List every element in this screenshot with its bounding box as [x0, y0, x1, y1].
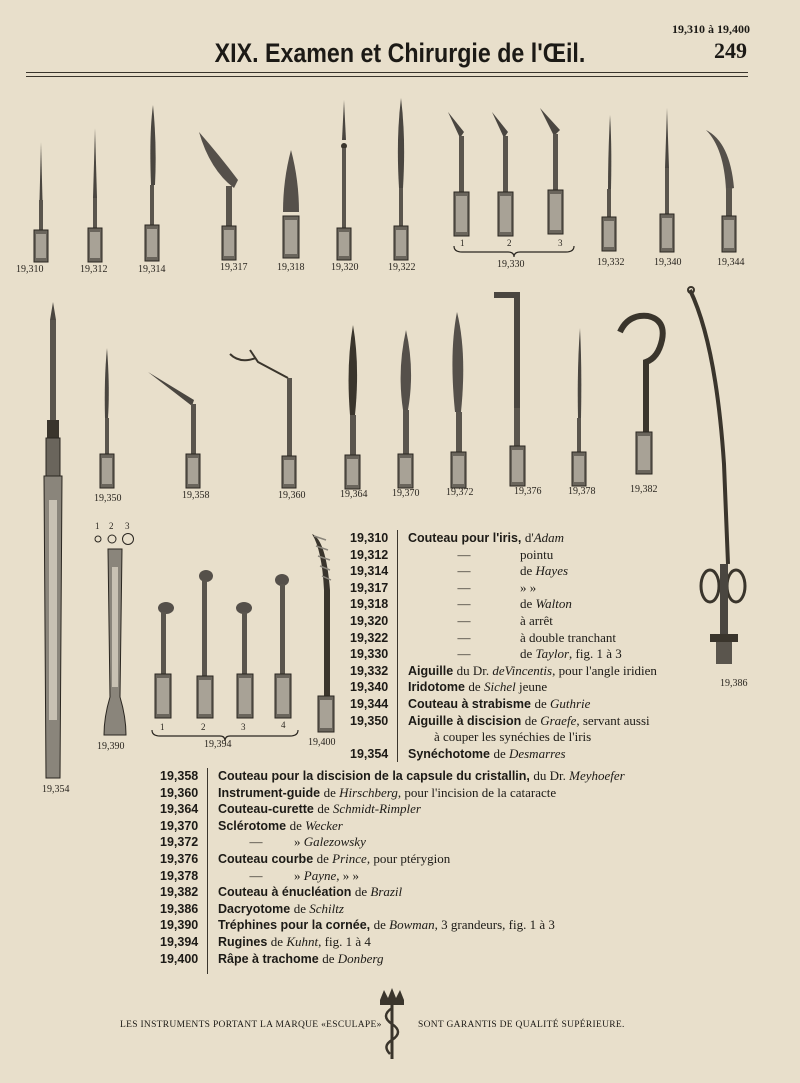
catalog-description — [210, 851, 450, 868]
catalog-text: de — [534, 695, 550, 711]
figure-label-19344: 19,344 — [717, 257, 745, 268]
catalog-table-right — [350, 530, 657, 762]
catalog-text: » — [294, 834, 304, 850]
catalog-description — [400, 613, 553, 630]
instrument-19394-4 — [270, 572, 296, 720]
catalog-text: , pour l'incision de la cataracte — [397, 784, 557, 800]
catalog-description — [210, 785, 556, 802]
header-rule — [26, 76, 748, 77]
instrument-19330-2 — [490, 110, 522, 240]
instrument-19360 — [228, 348, 308, 492]
page-title: XIX. Examen et Chirurgie de l'Œil. — [214, 38, 586, 68]
catalog-text: de — [323, 784, 340, 800]
catalog-text: Walton — [535, 596, 572, 612]
catalog-text: Couteau à énucléation — [218, 885, 355, 900]
catalog-description — [400, 580, 536, 597]
catalog-row — [350, 679, 657, 696]
catalog-row — [350, 547, 657, 564]
instrument-19317 — [196, 130, 246, 265]
header-rule — [26, 72, 748, 73]
catalog-row — [160, 917, 625, 934]
figure-number: 1 — [160, 722, 165, 732]
catalog-text: Râpe à trachome — [218, 951, 323, 966]
catalog-text: Rugines — [218, 934, 271, 949]
catalog-number: 19,390 — [160, 918, 199, 933]
figure-label-19394: 19,394 — [204, 739, 232, 750]
catalog-number: 19,372 — [160, 835, 199, 850]
catalog-text: deVincentis — [492, 662, 553, 678]
catalog-text: Instrument-guide — [218, 785, 324, 800]
catalog-row — [350, 530, 657, 547]
catalog-text: — — [457, 563, 471, 579]
catalog-row — [160, 951, 625, 968]
figure-label-19318: 19,318 — [277, 262, 305, 273]
catalog-text: Donberg — [337, 950, 384, 966]
instrument-19320 — [333, 100, 355, 265]
catalog-number: 19,330 — [350, 647, 389, 662]
catalog-text: de — [289, 817, 306, 833]
figure-number: 3 — [125, 521, 130, 531]
catalog-text: du Dr. — [456, 662, 493, 678]
figure-label-19360: 19,360 — [278, 490, 306, 501]
catalog-row — [160, 884, 625, 901]
catalog-row — [160, 801, 625, 818]
catalog-text: Desmarres — [508, 745, 566, 761]
catalog-number: 19,400 — [160, 951, 199, 966]
catalog-description — [210, 884, 402, 901]
catalog-text: — — [457, 546, 471, 562]
catalog-row — [160, 851, 625, 868]
figure-number: 1 — [95, 521, 100, 531]
footer-right-text: SONT GARANTIS DE QUALITÉ SUPÉRIEURE. — [418, 1020, 625, 1030]
catalog-row — [160, 768, 625, 785]
catalog-text: de — [520, 646, 536, 662]
catalog-text: » » — [520, 579, 537, 595]
instrument-19332 — [598, 115, 620, 255]
figure-label-19400: 19,400 — [308, 737, 336, 748]
instrument-19350 — [96, 348, 118, 492]
catalog-text: Hayes — [535, 563, 569, 579]
catalog-text: Couteau-curette — [218, 802, 318, 817]
catalog-number: 19,317 — [350, 580, 389, 595]
catalog-text: Taylor — [535, 646, 570, 662]
catalog-text: » — [294, 867, 304, 883]
catalog-text: Schiltz — [309, 900, 344, 916]
catalog-text: de — [520, 596, 536, 612]
catalog-number: 19,386 — [160, 901, 199, 916]
figure-label-19382: 19,382 — [630, 484, 658, 495]
catalog-description — [400, 646, 622, 663]
catalog-text: Meyhoefer — [569, 768, 625, 783]
catalog-table-left — [160, 768, 625, 967]
page-range: 19,310 à 19,400 — [672, 22, 750, 36]
catalog-description — [210, 934, 371, 951]
catalog-text: de — [354, 884, 371, 900]
catalog-number — [350, 729, 400, 746]
figure-label-19354: 19,354 — [42, 784, 70, 795]
catalog-description — [210, 768, 625, 785]
catalog-text: de — [373, 917, 390, 933]
catalog-text: Synéchotome — [408, 746, 494, 761]
catalog-row — [160, 818, 625, 835]
catalog-number: 19,360 — [160, 785, 199, 800]
catalog-description — [400, 729, 591, 746]
figure-number: 3 — [558, 238, 563, 248]
figure-label-19364: 19,364 — [340, 489, 368, 500]
catalog-text: , » » — [336, 867, 359, 883]
figure-number: 4 — [281, 720, 286, 730]
catalog-row — [160, 785, 625, 802]
figure-label-19314: 19,314 — [138, 264, 166, 275]
catalog-description — [210, 834, 366, 851]
catalog-text: jeune — [515, 679, 548, 695]
instrument-19394-1 — [150, 600, 176, 720]
catalog-text: Bowman — [389, 917, 435, 933]
instrument-19394-2 — [192, 568, 218, 720]
catalog-number: 19,320 — [350, 613, 389, 628]
figure-label-19332: 19,332 — [597, 257, 625, 268]
catalog-text: de — [316, 850, 333, 866]
catalog-number: 19,310 — [350, 531, 389, 545]
catalog-row — [350, 746, 657, 763]
instrument-19370 — [393, 330, 419, 492]
catalog-description — [400, 679, 547, 696]
catalog-description — [400, 530, 564, 547]
catalog-row — [350, 696, 657, 713]
instrument-19376 — [490, 288, 538, 492]
catalog-description — [210, 951, 384, 968]
catalog-number: 19,350 — [350, 713, 389, 728]
catalog-number: 19,382 — [160, 885, 199, 900]
catalog-text: Guthrie — [549, 695, 591, 711]
catalog-text: à couper les synéchies de l'iris — [434, 729, 592, 745]
catalog-number: 19,358 — [160, 769, 199, 783]
catalog-row — [160, 901, 625, 918]
figure-label-19358: 19,358 — [182, 490, 210, 501]
catalog-number: 19,378 — [160, 868, 199, 883]
catalog-description — [210, 818, 343, 835]
catalog-text: — — [249, 867, 263, 883]
catalog-description — [400, 630, 616, 647]
catalog-text: du Dr. — [533, 768, 570, 783]
catalog-number: 19,376 — [160, 851, 199, 866]
figure-label-19322: 19,322 — [388, 262, 416, 273]
catalog-row — [160, 934, 625, 951]
catalog-row — [350, 713, 657, 730]
catalog-number: 19,312 — [350, 547, 389, 562]
trephine-size-circles — [92, 532, 138, 546]
catalog-text: Prince — [332, 850, 367, 866]
catalog-text: — — [457, 596, 471, 612]
figure-label-19386: 19,386 — [720, 678, 748, 689]
catalog-text: — — [457, 646, 471, 662]
catalog-number: 19,314 — [350, 564, 389, 579]
catalog-description — [400, 596, 572, 613]
instrument-19344 — [704, 128, 744, 255]
instrument-19394-3 — [232, 600, 258, 720]
catalog-text: , fig. 1 à 4 — [318, 933, 371, 949]
catalog-row — [160, 834, 625, 851]
instrument-19322 — [390, 98, 412, 265]
catalog-number: 19,370 — [160, 818, 199, 833]
catalog-row — [350, 596, 657, 613]
catalog-text: à double tranchant — [520, 629, 617, 645]
catalog-number: 19,340 — [350, 680, 389, 695]
catalog-text: Couteau pour la discision de la capsule du cristallin, — [218, 769, 534, 783]
figure-number: 2 — [507, 238, 512, 248]
catalog-description — [210, 901, 344, 918]
catalog-text: Sclérotome — [218, 818, 290, 833]
catalog-number: 19,322 — [350, 630, 389, 645]
catalog-text: , fig. 1 à 3 — [569, 646, 622, 662]
figure-label-19320: 19,320 — [331, 262, 359, 273]
catalog-text: à arrêt — [520, 612, 553, 628]
catalog-text: Iridotome — [408, 680, 469, 695]
catalog-text: , pour l'angle iridien — [552, 662, 657, 678]
catalog-description — [400, 663, 657, 680]
figure-number: 2 — [109, 521, 114, 531]
catalog-text: de — [524, 712, 541, 728]
figure-label-19317: 19,317 — [220, 262, 248, 273]
instrument-19312 — [84, 128, 106, 265]
catalog-text: d' — [524, 530, 534, 545]
catalog-text: , pour ptérygion — [366, 850, 451, 866]
instrument-19330-3 — [538, 106, 572, 240]
instrument-19314 — [141, 105, 163, 265]
catalog-description — [400, 713, 650, 730]
figure-label-19340: 19,340 — [654, 257, 682, 268]
catalog-row — [350, 613, 657, 630]
catalog-text: Aiguille — [408, 663, 457, 678]
catalog-text: , servant aussi — [576, 712, 650, 728]
instrument-19386 — [686, 284, 750, 674]
catalog-row — [350, 630, 657, 647]
catalog-description — [400, 547, 553, 564]
catalog-text: Aiguille à discision — [408, 713, 525, 728]
catalog-number: 19,318 — [350, 597, 389, 612]
catalog-number: 19,332 — [350, 663, 389, 678]
catalog-text: pointu — [520, 546, 554, 562]
catalog-text: Galezowsky — [303, 834, 366, 850]
catalog-text: Payne — [303, 867, 337, 883]
catalog-description — [210, 917, 555, 934]
catalog-description — [210, 868, 359, 885]
instrument-19390 — [100, 547, 130, 739]
figure-label-19310: 19,310 — [16, 264, 44, 275]
catalog-text: Couteau courbe — [218, 851, 317, 866]
footer-left-text: LES INSTRUMENTS PORTANT LA MARQUE «ESCULAPE» — [120, 1020, 382, 1030]
catalog-text: — — [457, 629, 471, 645]
catalog-text: de — [322, 950, 338, 966]
catalog-text: , 3 grandeurs, fig. 1 à 3 — [434, 917, 555, 933]
catalog-number: 19,394 — [160, 934, 199, 949]
catalog-description — [400, 563, 568, 580]
figure-number: 2 — [201, 722, 206, 732]
catalog-text: Sichel — [483, 679, 516, 695]
catalog-text: Graefe — [540, 712, 577, 728]
figure-label-19370: 19,370 — [392, 488, 420, 499]
catalog-description — [400, 696, 590, 713]
catalog-row — [160, 868, 625, 885]
catalog-row — [350, 646, 657, 663]
catalog-text: de — [317, 801, 333, 817]
catalog-text: Couteau pour l'iris, — [408, 531, 525, 545]
instrument-19340 — [656, 108, 678, 255]
catalog-text: — — [457, 612, 471, 628]
catalog-row — [350, 663, 657, 680]
figure-label-19330: 19,330 — [497, 259, 525, 270]
instrument-19382 — [612, 312, 668, 482]
catalog-text: Adam — [533, 530, 565, 545]
figure-label-19376: 19,376 — [514, 486, 542, 497]
catalog-number: 19,354 — [350, 746, 389, 761]
catalog-description — [400, 746, 566, 763]
catalog-text: de — [493, 745, 509, 761]
esculape-crown-serpent-icon — [374, 986, 410, 1062]
instrument-19400 — [306, 530, 342, 736]
catalog-description — [210, 801, 421, 818]
instrument-19364 — [340, 325, 366, 492]
catalog-text: Kuhnt — [286, 933, 319, 949]
catalog-text: de — [520, 563, 536, 579]
instrument-19372 — [445, 312, 473, 492]
instrument-19310 — [30, 140, 52, 265]
figure-label-19378: 19,378 — [568, 486, 596, 497]
catalog-text: Schmidt-Rimpler — [332, 801, 421, 817]
catalog-text: Wecker — [305, 817, 343, 833]
catalog-text: Couteau à strabisme — [408, 696, 535, 711]
catalog-text: de — [270, 933, 287, 949]
catalog-text: Brazil — [370, 884, 403, 900]
instrument-19330-1 — [446, 110, 478, 240]
instrument-19378 — [568, 328, 590, 492]
figure-label-19350: 19,350 — [94, 493, 122, 504]
catalog-number: 19,364 — [160, 802, 199, 817]
instrument-19318 — [279, 150, 303, 265]
catalog-text: Tréphines pour la cornée, — [218, 918, 374, 933]
catalog-number: 19,344 — [350, 696, 389, 711]
catalog-text: Hirschberg — [339, 784, 398, 800]
instrument-19354 — [38, 300, 68, 782]
catalog-text: Dacryotome — [218, 901, 294, 916]
catalog-text: — — [457, 579, 471, 595]
instrument-19358 — [146, 370, 208, 492]
figure-number: 3 — [241, 722, 246, 732]
catalog-row — [350, 580, 657, 597]
catalog-row — [350, 729, 657, 746]
catalog-text: de — [468, 679, 484, 695]
catalog-row — [350, 563, 657, 580]
figure-number: 1 — [460, 238, 465, 248]
figure-label-19312: 19,312 — [80, 264, 108, 275]
catalog-text: — — [249, 834, 263, 850]
page-number: 249 — [714, 38, 747, 63]
catalog-text: de — [293, 900, 310, 916]
figure-label-19390: 19,390 — [97, 741, 125, 752]
figure-label-19372: 19,372 — [446, 487, 474, 498]
